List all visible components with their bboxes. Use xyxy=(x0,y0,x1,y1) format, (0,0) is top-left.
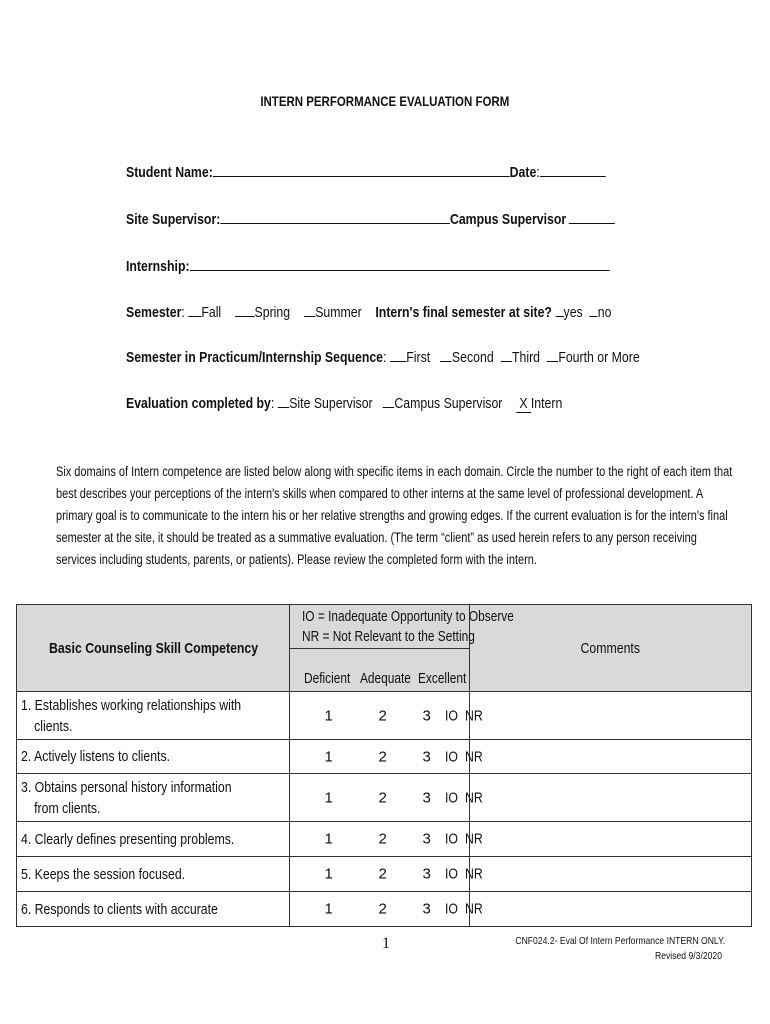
form-title: INTERN PERFORMANCE EVALUATION FORM xyxy=(260,93,510,109)
completed-site: Site Supervisor xyxy=(289,395,373,412)
legend-nr: NR = Not Relevant to the Setting xyxy=(302,629,476,645)
rating-3[interactable]: 3 xyxy=(422,789,431,806)
revised-date: Revised 9/3/2020 xyxy=(654,950,722,962)
internship-label: Internship: xyxy=(126,258,190,275)
supervisor-row xyxy=(126,209,722,229)
rating-1[interactable]: 1 xyxy=(324,707,333,724)
table-row xyxy=(17,892,752,927)
comment-cell[interactable] xyxy=(469,774,751,822)
table-row xyxy=(17,774,752,822)
rating-io[interactable]: IO xyxy=(445,830,459,848)
comments-header: Comments xyxy=(469,605,751,692)
competency-item: 5. Keeps the session focused. xyxy=(17,857,290,892)
rating-io[interactable]: IO xyxy=(445,865,459,883)
semester-fall-blank[interactable] xyxy=(188,302,201,317)
semester-summer: Summer xyxy=(315,304,362,321)
rating-3[interactable]: 3 xyxy=(422,900,431,918)
rating-2[interactable]: 2 xyxy=(378,830,387,848)
comment-cell[interactable] xyxy=(469,822,751,857)
sequence-label: Semester in Practicum/Internship Sequence xyxy=(126,349,384,366)
rating-3[interactable]: 3 xyxy=(422,707,431,724)
rating-3[interactable]: 3 xyxy=(422,748,431,765)
semester-spring: Spring xyxy=(254,304,291,321)
rating-nr[interactable]: NR xyxy=(465,707,484,724)
completed-campus: Campus Supervisor xyxy=(394,395,503,412)
scale-adequate: Adequate xyxy=(360,670,412,687)
student-name-row: Student Name: Date: xyxy=(126,162,711,182)
table-row xyxy=(17,857,752,892)
sequence-third: Third xyxy=(511,349,541,366)
final-no-blank[interactable] xyxy=(590,302,598,317)
section-header: Basic Counseling Skill Competency xyxy=(17,605,290,692)
competency-item: 3. Obtains personal history information from clients. xyxy=(17,774,290,822)
rating-options xyxy=(290,857,484,892)
completed-intern-mark[interactable]: X xyxy=(516,397,531,413)
doc-code: CNF024.2- Eval Of Intern Performance INTERN ONLY. xyxy=(515,935,726,947)
rating-2[interactable]: 2 xyxy=(378,865,387,883)
sequence-first-blank[interactable] xyxy=(390,347,406,362)
semester-summer-blank[interactable] xyxy=(304,302,315,317)
rating-nr[interactable]: NR xyxy=(465,748,484,765)
rating-2[interactable]: 2 xyxy=(378,900,387,918)
student-name-label: Student Name: xyxy=(126,164,213,181)
semester-fall: Fall xyxy=(201,304,222,321)
rating-1[interactable]: 1 xyxy=(324,900,333,918)
comment-cell[interactable] xyxy=(469,692,751,740)
sequence-fourth-blank[interactable] xyxy=(547,347,558,362)
table-row xyxy=(17,692,752,740)
table-row xyxy=(17,822,752,857)
final-no: no xyxy=(597,304,612,321)
competency-item: 2. Actively listens to clients. xyxy=(17,740,290,774)
sequence-row: Semester in Practicum/Internship Sequence: First Second Third Fourth or More xyxy=(126,349,640,366)
rating-1[interactable]: 1 xyxy=(324,865,333,883)
rating-options xyxy=(290,892,484,927)
rating-1[interactable]: 1 xyxy=(324,789,333,806)
completed-site-blank[interactable] xyxy=(278,393,289,408)
sequence-second: Second xyxy=(451,349,494,366)
scale-excellent: Excellent xyxy=(418,670,467,687)
campus-supervisor-field[interactable] xyxy=(569,209,615,224)
rating-1[interactable]: 1 xyxy=(324,830,333,848)
semester-row: Semester: Fall Spring Summer Intern's final semester at site? yes no xyxy=(126,304,612,321)
sequence-second-blank[interactable] xyxy=(440,347,451,362)
page-number: 1 xyxy=(382,935,390,952)
rating-3[interactable]: 3 xyxy=(422,830,431,848)
internship-row xyxy=(126,256,716,276)
instructions: Six domains of Intern competence are listed below along with specific items in each domain. Circle the number to the right of each item that best describes your perceptions of the intern's skills when compared to other interns at the same level of professional development. A primary goal is to communicate to the intern his or her relative strengths and growing edges. If the current evaluation is for the intern's final semester at the site, it should be treated as a summative evaluation. (The term “client” as used herein refers to any person receiving services including students, parents, or patients). Please review the completed form with the intern. xyxy=(56,464,733,567)
completed-by-row: Evaluation completed by: Site Supervisor Campus Supervisor X Intern xyxy=(126,395,563,412)
site-supervisor-label: Site Supervisor: xyxy=(126,211,221,228)
rating-options xyxy=(290,822,484,857)
comment-cell[interactable] xyxy=(469,857,751,892)
date-field[interactable] xyxy=(540,162,606,177)
rating-nr[interactable]: NR xyxy=(465,830,484,848)
competency-item: 4. Clearly defines presenting problems. xyxy=(17,822,290,857)
internship-field[interactable] xyxy=(190,256,610,271)
final-yes: yes xyxy=(563,304,583,321)
semester-label: Semester xyxy=(126,304,182,321)
final-semester-label: Intern's final semester at site? xyxy=(375,304,552,321)
rating-options xyxy=(290,692,484,740)
competency-item: 6. Responds to clients with accurate xyxy=(17,892,290,927)
sequence-fourth: Fourth or More xyxy=(558,349,640,366)
site-supervisor-field[interactable] xyxy=(220,209,450,224)
rating-legend xyxy=(290,605,515,649)
rating-io[interactable]: IO xyxy=(445,900,459,918)
document-footer xyxy=(470,934,726,964)
final-yes-blank[interactable] xyxy=(555,302,563,317)
rating-1[interactable]: 1 xyxy=(324,748,333,765)
completed-intern: Intern xyxy=(530,395,563,412)
rating-2[interactable]: 2 xyxy=(378,707,387,724)
table-row xyxy=(17,740,752,774)
comment-cell[interactable] xyxy=(469,740,751,774)
rating-options xyxy=(290,740,484,774)
rating-2[interactable]: 2 xyxy=(378,748,387,765)
rating-nr[interactable]: NR xyxy=(465,900,484,918)
rating-3[interactable]: 3 xyxy=(422,865,431,883)
completed-by-label: Evaluation completed by xyxy=(126,395,271,412)
rating-nr[interactable]: NR xyxy=(465,865,484,883)
date-label: Date xyxy=(509,164,537,181)
competency-item: 1. Establishes working relationships with clients. xyxy=(17,692,290,740)
scale-deficient: Deficient xyxy=(304,670,351,687)
rating-io[interactable]: IO xyxy=(445,789,459,806)
completed-campus-blank[interactable] xyxy=(383,393,394,408)
legend-io: IO = Inadequate Opportunity to Observe xyxy=(302,609,515,625)
semester-spring-blank[interactable] xyxy=(235,302,255,317)
campus-supervisor-label: Campus Supervisor xyxy=(449,211,567,228)
sequence-first: First xyxy=(406,349,431,366)
rating-nr[interactable]: NR xyxy=(465,789,484,806)
competency-table xyxy=(16,604,752,927)
rating-scale-header xyxy=(290,648,469,692)
rating-options xyxy=(290,774,484,822)
rating-io[interactable]: IO xyxy=(445,748,459,765)
comment-cell[interactable] xyxy=(469,892,751,927)
sequence-third-blank[interactable] xyxy=(500,347,511,362)
rating-2[interactable]: 2 xyxy=(378,789,387,806)
student-name-field[interactable] xyxy=(213,162,510,177)
rating-io[interactable]: IO xyxy=(445,707,459,724)
